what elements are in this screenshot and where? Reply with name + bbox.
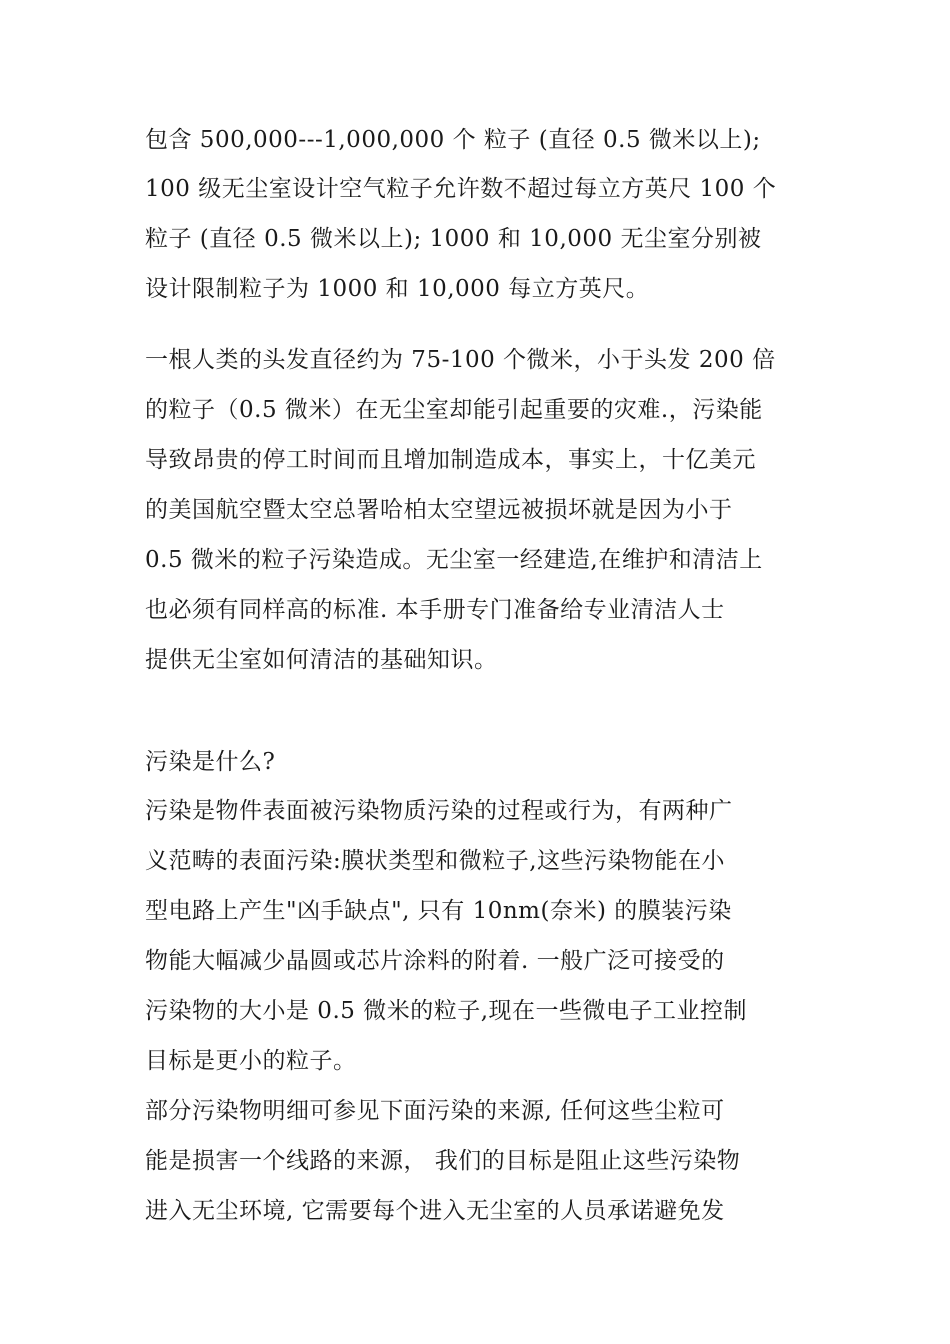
paragraph-2-line: 导致昂贵的停工时间而且增加制造成本，事实上，十亿美元 xyxy=(145,447,756,473)
paragraph-3-line: 义范畴的表面污染:膜状类型和微粒子,这些污染物能在小 xyxy=(145,848,726,874)
paragraph-1-line: 设计限制粒子为 1000 和 10,000 每立方英尺。 xyxy=(145,276,650,302)
paragraph-3-line: 污染物的大小是 0.5 微米的粒子,现在一些微电子工业控制 xyxy=(145,998,748,1024)
paragraph-1-line: 粒子 (直径 0.5 微米以上); 1000 和 10,000 无尘室分别被 xyxy=(145,226,762,252)
paragraph-2-line: 的美国航空暨太空总署哈柏太空望远被损坏就是因为小于 xyxy=(145,497,733,523)
paragraph-2-line: 0.5 微米的粒子污染造成。无尘室一经建造,在维护和清洁上 xyxy=(145,547,763,573)
paragraph-3-line: 型电路上产生"凶手缺点", 只有 10nm(奈米) 的膜装污染 xyxy=(145,898,732,924)
paragraph-1-line: 包含 500,000---1,000,000 个 粒子 (直径 0.5 微米以上); xyxy=(145,127,761,153)
paragraph-2-line: 也必须有同样高的标准. 本手册专门准备给专业清洁人士 xyxy=(145,597,725,623)
paragraph-2-line: 的粒子（0.5 微米）在无尘室却能引起重要的灾难.，污染能 xyxy=(145,397,763,423)
paragraph-1-line: 100 级无尘室设计空气粒子允许数不超过每立方英尺 100 个 xyxy=(145,176,777,202)
paragraph-3-line: 目标是更小的粒子。 xyxy=(145,1048,357,1074)
paragraph-3-line: 污染是物件表面被污染物质污染的过程或行为，有两种广 xyxy=(145,798,733,824)
paragraph-2-line: 提供无尘室如何清洁的基础知识。 xyxy=(145,647,498,673)
paragraph-3-line: 物能大幅减少晶圆或芯片涂料的附着. 一般广泛可接受的 xyxy=(145,948,725,974)
paragraph-2-line: 一根人类的头发直径约为 75-100 个微米，小于头发 200 倍 xyxy=(145,347,776,373)
paragraph-4-line: 部分污染物明细可参见下面污染的来源, 任何这些尘粒可 xyxy=(145,1098,725,1124)
section-heading: 污染是什么? xyxy=(145,749,276,775)
paragraph-4-line: 进入无尘环境, 它需要每个进入无尘室的人员承诺避免发 xyxy=(145,1198,725,1224)
paragraph-4-line: 能是损害一个线路的来源， 我们的目标是阻止这些污染物 xyxy=(145,1148,741,1174)
